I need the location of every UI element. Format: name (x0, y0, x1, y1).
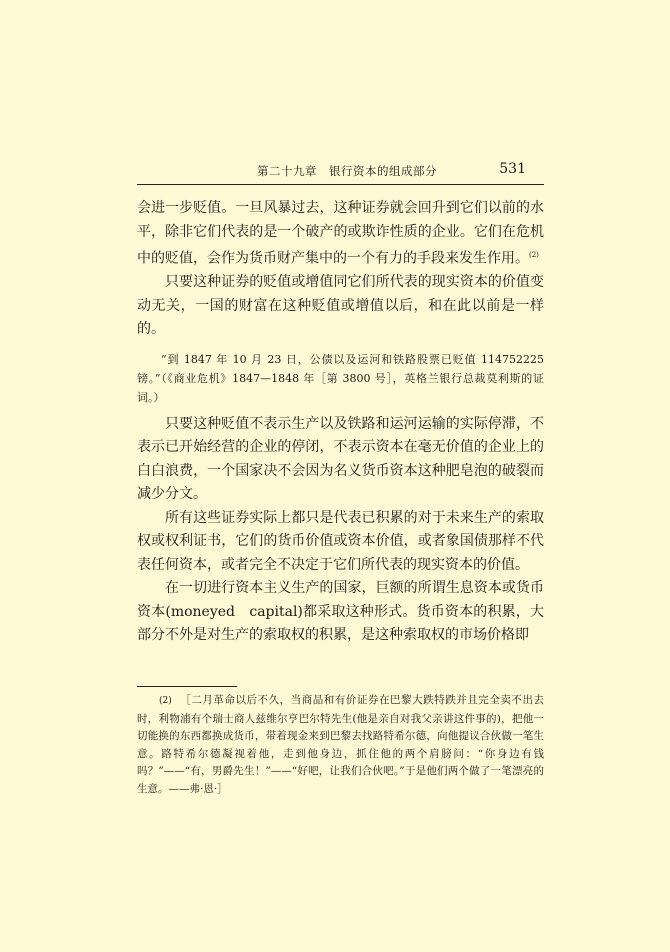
footnote (137, 692, 544, 798)
paragraph-4: 所有这些证券实际上都只是代表已积累的对于未来生产的索取权或权利证书，它们的货币价值或资本价值，或者象国债那样不代表任何资本，或者完全不决定于它们所代表的现实资本的价值。 (137, 509, 544, 573)
page-number: 531 (499, 161, 526, 177)
paragraph-1 (137, 197, 544, 271)
block-quote: “到 1847 年 10 月 23 日，公债以及运河和铁路股票已贬值 114752225 镑。”（《商业危机》1847—1848 年［第 3800 号］，英格兰银行总裁莫利斯的证词。） (137, 352, 544, 404)
paragraph-5: 在一切进行资本主义生产的国家，巨额的所谓生息资本或货币资本(moneyed capital)都采取这种形式。货币资本的积累，大部分不外是对生产的索取权的积累，是这种索取权的市场价格即 (137, 580, 544, 644)
paragraph-1-text: 会进一步贬值。一旦风暴过去，这种证券就会回升到它们以前的水平，除非它们代表的是一个破产的或欺诈性质的企业。它们在危机中的贬值，会作为货币财产集中的一个有力的手段来发生作用。 (137, 200, 544, 267)
footnote-reference: (2) (529, 251, 539, 259)
chapter-title: 第二十九章 银行资本的组成部分 (257, 164, 437, 178)
footnote-divider (137, 686, 237, 687)
running-header (137, 160, 544, 185)
main-text (137, 197, 544, 648)
paragraph-2: 只要这种证券的贬值或增值同它们所代表的现实资本的价值变动无关，一国的财富在这种贬值或增值以后，和在此以前是一样的。 (137, 274, 544, 338)
paragraph-3: 只要这种贬值不表示生产以及铁路和运河运输的实际停滞，不表示已开始经营的企业的停闭，不表示资本在毫无价值的企业上的白白浪费，一个国家决不会因为名义货币资本这种肥皂泡的破裂而减少分文。 (137, 415, 544, 503)
footnote-text: ［二月革命以后不久，当商品和有价证券在巴黎大跌特跌并且完全卖不出去时，利物浦有个瑞士商人兹维尔亨巴尔特先生(他是亲自对我父亲讲这件事的)，把他一切能换的东西都换成货币，带着现金来到巴黎去找路特希尔德，向他提议合伙做一笔生意。路特希尔德凝视着他，走到他身边，抓住他的两个肩膀问：“你身边有钱吗？”——“有，男爵先生！”——“好吧，让我们合伙吧。”于是他们两个做了一笔漂亮的生意。——弗·恩·］ (137, 694, 544, 795)
footnote-marker: (2) (159, 696, 172, 706)
